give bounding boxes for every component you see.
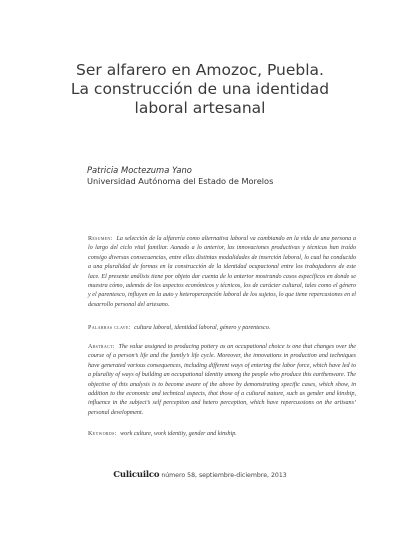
title-line-1: Ser alfarero en Amozoc, Puebla.	[76, 61, 324, 79]
page-footer	[100, 470, 300, 480]
author-block	[87, 165, 347, 187]
title-line-3: laboral artesanal	[134, 99, 266, 117]
journal-logo: Culicuilco	[113, 470, 160, 480]
resumen-label: Resumen:	[88, 236, 113, 242]
article-title	[40, 61, 360, 118]
palabras-clave-paragraph	[88, 324, 356, 333]
abstract-text: The value assigned to producing pottery as an occupational choice is one that changes over the course of a person’s life and the family’s life cycle. Moreover, the innovations in production and techniques have generated various consequences, including different ways of entering the labor force, which have led to a plurality of ways of building an occupational identity among the people who produce this earthenware. The objective of this analysis is to become aware of the above by demonstrating specific cases, which show, in addition to the economic and technical aspects, that those of a cultural nature, such as gender and kinship, influence in the subject’s self perception and hetero perception, which have repercussions on the artisans’ personal development.	[88, 344, 356, 416]
author-affiliation: Universidad Autónoma del Estado de Morelos	[87, 176, 274, 186]
palabras-clave-label: Palabras clave:	[88, 325, 131, 331]
abstract-label: Abstract:	[88, 344, 115, 350]
palabras-clave-text: cultura laboral, identidad laboral, género y parentesco.	[134, 325, 271, 331]
resumen-paragraph	[88, 235, 356, 310]
abstract-paragraph	[88, 343, 356, 418]
author-name: Patricia Moctezuma Yano	[87, 165, 192, 175]
resumen-text: La selección de la alfarería como alternativa laboral va cambiando en la vida de una persona a lo largo del ciclo vital familiar. Aunado a lo anterior, las innovaciones productivas y técnicas han traído consigo diversas consecuencias, entre ellas distintas modalidades de inserción laboral, lo cual ha conducido a una pluralidad de formas en la construcción de la identidad ocupacional entre los trabajadores de este lace. El presente análisis tiene por objeto dar cuenta de lo anterior mostrando casos específicos en donde se muestra cómo, además de los aspectos económicos y técnicos, los de carácter cultural, tales como el género y el parentesco, influyen en la auto y heteropercepción laboral de los sujetos, lo que tiene repercusiones en el desarrollo personal del artesano.	[88, 236, 356, 308]
keywords-label: Keywords:	[88, 431, 117, 437]
title-line-2: La construcción de una identidad	[70, 80, 330, 98]
issue-info: número 58, septiembre-diciembre, 2013	[161, 472, 287, 479]
keywords-paragraph	[88, 430, 356, 439]
keywords-text: work culture, work identity, gender and kinship.	[120, 431, 237, 437]
